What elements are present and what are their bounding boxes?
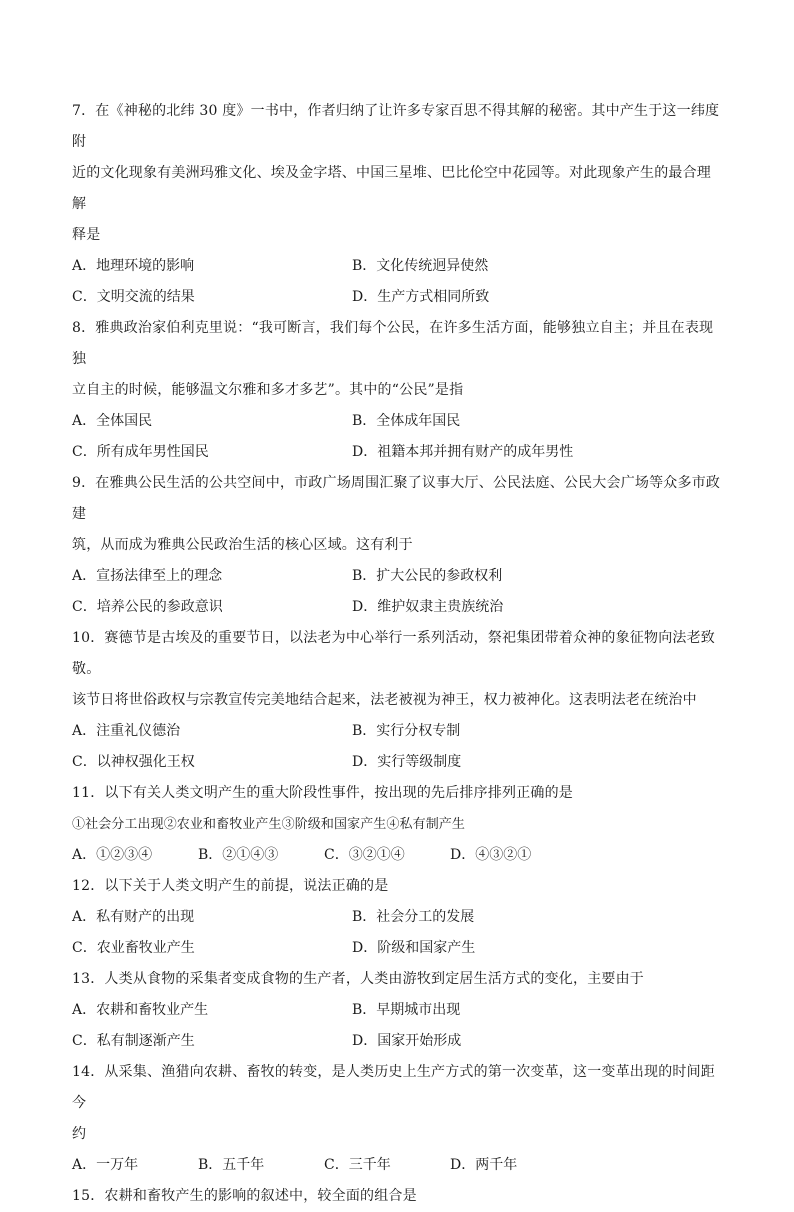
option-row bbox=[72, 1150, 722, 1181]
question-stem-line: 近的文化现象有美洲玛雅文化、埃及金字塔、中国三星堆、巴比伦空中花园等。对此现象产生的最合理解 bbox=[72, 165, 711, 212]
question-15 bbox=[72, 1181, 722, 1212]
question-stem-line: 7．在《神秘的北纬 30 度》一书中，作者归纳了让许多专家百思不得其解的秘密。其中产生于这一纬度附 bbox=[72, 103, 720, 150]
option-a[interactable]: A．地理环境的影响 bbox=[72, 258, 195, 274]
option-row bbox=[72, 282, 722, 313]
option-row bbox=[72, 995, 722, 1026]
question-sub-items: ①社会分工出现②农业和畜牧业产生③阶级和国家产生④私有制产生 bbox=[72, 817, 466, 832]
option-row bbox=[72, 902, 722, 933]
option-row bbox=[72, 933, 722, 964]
question-11 bbox=[72, 778, 722, 871]
option-row bbox=[72, 840, 722, 871]
option-row bbox=[72, 406, 722, 437]
option-a[interactable]: A．一万年 bbox=[72, 1157, 139, 1173]
question-stem-line: 11．以下有关人类文明产生的重大阶段性事件，按出现的先后排序排列正确的是 bbox=[72, 785, 574, 801]
question-stem-line: 8．雅典政治家伯利克里说：“我可断言，我们每个公民，在许多生活方面，能够独立自主；并且在表现独 bbox=[72, 320, 714, 367]
question-stem-line: 约 bbox=[72, 1126, 87, 1142]
option-a[interactable]: A．全体国民 bbox=[72, 413, 153, 429]
option-a[interactable]: A．注重礼仪德治 bbox=[72, 723, 181, 739]
question-stem-line: 筑，从而成为雅典公民政治生活的核心区域。这有利于 bbox=[72, 537, 413, 553]
option-c[interactable]: C．三千年 bbox=[324, 1157, 391, 1173]
option-d[interactable]: D．国家开始形成 bbox=[352, 1033, 462, 1049]
option-a[interactable]: A．私有财产的出现 bbox=[72, 909, 195, 925]
option-row bbox=[72, 592, 722, 623]
option-b[interactable]: B．早期城市出现 bbox=[352, 1002, 461, 1018]
option-row bbox=[72, 561, 722, 592]
option-a[interactable]: A．农耕和畜牧业产生 bbox=[72, 1002, 209, 1018]
option-row bbox=[72, 716, 722, 747]
option-d[interactable]: D．两千年 bbox=[450, 1157, 518, 1173]
option-d[interactable]: D．维护奴隶主贵族统治 bbox=[352, 599, 504, 615]
question-stem-line: 13．人类从食物的采集者变成食物的生产者，人类由游牧到定居生活方式的变化，主要由于 bbox=[72, 971, 645, 987]
option-a[interactable]: A．①②③④ bbox=[72, 847, 153, 863]
question-stem-line: 15．农耕和畜牧产生的影响的叙述中，较全面的组合是 bbox=[72, 1188, 417, 1204]
option-b[interactable]: B．社会分工的发展 bbox=[352, 909, 475, 925]
question-stem-line: 9．在雅典公民生活的公共空间中，市政广场周围汇聚了议事大厅、公民法庭、公民大会广场等众多市政建 bbox=[72, 475, 721, 522]
question-9 bbox=[72, 468, 722, 623]
question-stem-line: 14．从采集、渔猎向农耕、畜牧的转变，是人类历史上生产方式的第一次变革，这一变革出现的时间距今 bbox=[72, 1064, 716, 1111]
option-b[interactable]: B．五千年 bbox=[198, 1157, 265, 1173]
question-stem-line: 该节日将世俗政权与宗教宣传完美地结合起来，法老被视为神王，权力被神化。这表明法老在统治中 bbox=[72, 692, 697, 708]
question-stem-line: 释是 bbox=[72, 227, 101, 243]
option-b[interactable]: B．实行分权专制 bbox=[352, 723, 461, 739]
option-c[interactable]: C．文明交流的结果 bbox=[72, 289, 195, 305]
option-d[interactable]: D．阶级和国家产生 bbox=[352, 940, 476, 956]
option-d[interactable]: D．④③②① bbox=[450, 847, 532, 863]
option-row bbox=[72, 251, 722, 282]
option-b[interactable]: B．全体成年国民 bbox=[352, 413, 461, 429]
option-a[interactable]: A．宣扬法律至上的理念 bbox=[72, 568, 223, 584]
question-stem-line: 12．以下关于人类文明产生的前提，说法正确的是 bbox=[72, 878, 389, 894]
option-c[interactable]: C．所有成年男性国民 bbox=[72, 444, 209, 460]
option-b[interactable]: B．文化传统迥异使然 bbox=[352, 258, 489, 274]
option-row bbox=[72, 747, 722, 778]
option-row bbox=[72, 437, 722, 468]
question-13 bbox=[72, 964, 722, 1057]
option-d[interactable]: D．祖籍本邦并拥有财产的成年男性 bbox=[352, 444, 574, 460]
question-stem-line: 立自主的时候，能够温文尔雅和多才多艺”。其中的“公民”是指 bbox=[72, 382, 464, 398]
option-d[interactable]: D．生产方式相同所致 bbox=[352, 289, 490, 305]
question-10 bbox=[72, 623, 722, 778]
option-c[interactable]: C．以神权强化王权 bbox=[72, 754, 195, 770]
question-12 bbox=[72, 871, 722, 964]
option-c[interactable]: C．私有制逐渐产生 bbox=[72, 1033, 195, 1049]
question-14 bbox=[72, 1057, 722, 1181]
option-row bbox=[72, 1026, 722, 1057]
question-7 bbox=[72, 96, 722, 313]
option-c[interactable]: C．农业畜牧业产生 bbox=[72, 940, 195, 956]
question-8 bbox=[72, 313, 722, 468]
option-d[interactable]: D．实行等级制度 bbox=[352, 754, 462, 770]
option-b[interactable]: B．②①④③ bbox=[198, 847, 279, 863]
question-stem-line: 10．赛德节是古埃及的重要节日，以法老为中心举行一系列活动，祭祀集团带着众神的象征物向法老致敬。 bbox=[72, 630, 716, 677]
option-b[interactable]: B．扩大公民的参政权利 bbox=[352, 568, 503, 584]
option-c[interactable]: C．③②①④ bbox=[324, 847, 405, 863]
option-c[interactable]: C．培养公民的参政意识 bbox=[72, 599, 223, 615]
